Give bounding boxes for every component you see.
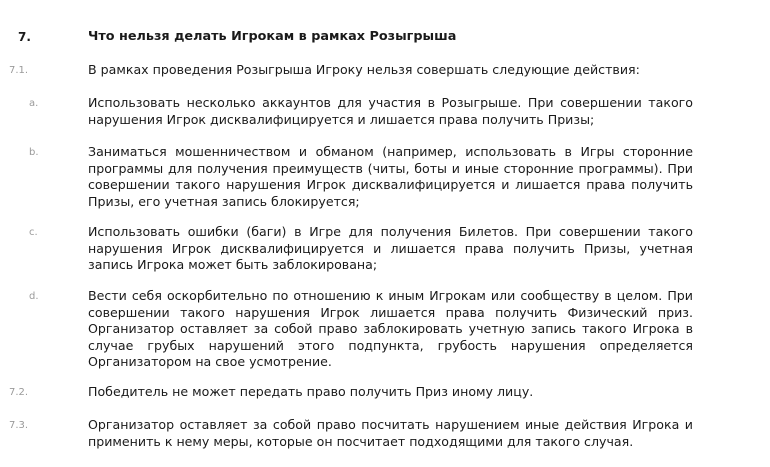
clause-text: Вести себя оскорбительно по отношению к иным Игрокам или сообществу в целом. При совершении такого нарушения Игрок лишается права получить Физический приз. Организатор оставляет за собой право заблокировать учетную запись такого Игрока в случае грубых нарушений этого подпункта, грубость нарушения определяется Организатором на свое усмотрение. bbox=[88, 288, 693, 369]
clause-text: Победитель не может передать право получить Приз иному лицу. bbox=[88, 384, 534, 399]
clause-text: Использовать несколько аккаунтов для участия в Розыгрыше. При совершении такого нарушения Игрок дисквалифицируется и лишается права получить Призы; bbox=[88, 95, 693, 127]
section-title: Что нельзя делать Игрокам в рамках Розыгрыша bbox=[88, 29, 457, 44]
clause-number: 7.1. bbox=[9, 65, 29, 76]
clause-number: b. bbox=[29, 147, 39, 158]
clause-number: 7.2. bbox=[9, 387, 29, 398]
clause-text: Использовать ошибки (баги) в Игре для получения Билетов. При совершении такого нарушения Игрок дисквалифицируется и лишается права получить Призы, учетная запись Игрока может быть заблокирована; bbox=[88, 224, 693, 272]
clause-number: 7.3. bbox=[9, 420, 29, 431]
clause-text: Заниматься мошенничеством и обманом (например, использовать в Игры сторонние программы для получения преимуществ (читы, боты и иные сторонние программы). При совершении такого нарушения Игрок дисквалифицируется и лишается права получить Призы, его учетная запись блокируется; bbox=[88, 144, 693, 209]
clause-text: В рамках проведения Розыгрыша Игроку нельзя совершать следующие действия: bbox=[88, 62, 640, 77]
clause-number: a. bbox=[29, 98, 39, 109]
clause-text: Организатор оставляет за собой право посчитать нарушением иные действия Игрока и применить к нему меры, которые он посчитает подходящими для такого случая. bbox=[88, 417, 693, 449]
clause-number: c. bbox=[29, 227, 38, 238]
clause-number: d. bbox=[29, 291, 39, 302]
section-number: 7. bbox=[18, 30, 31, 44]
